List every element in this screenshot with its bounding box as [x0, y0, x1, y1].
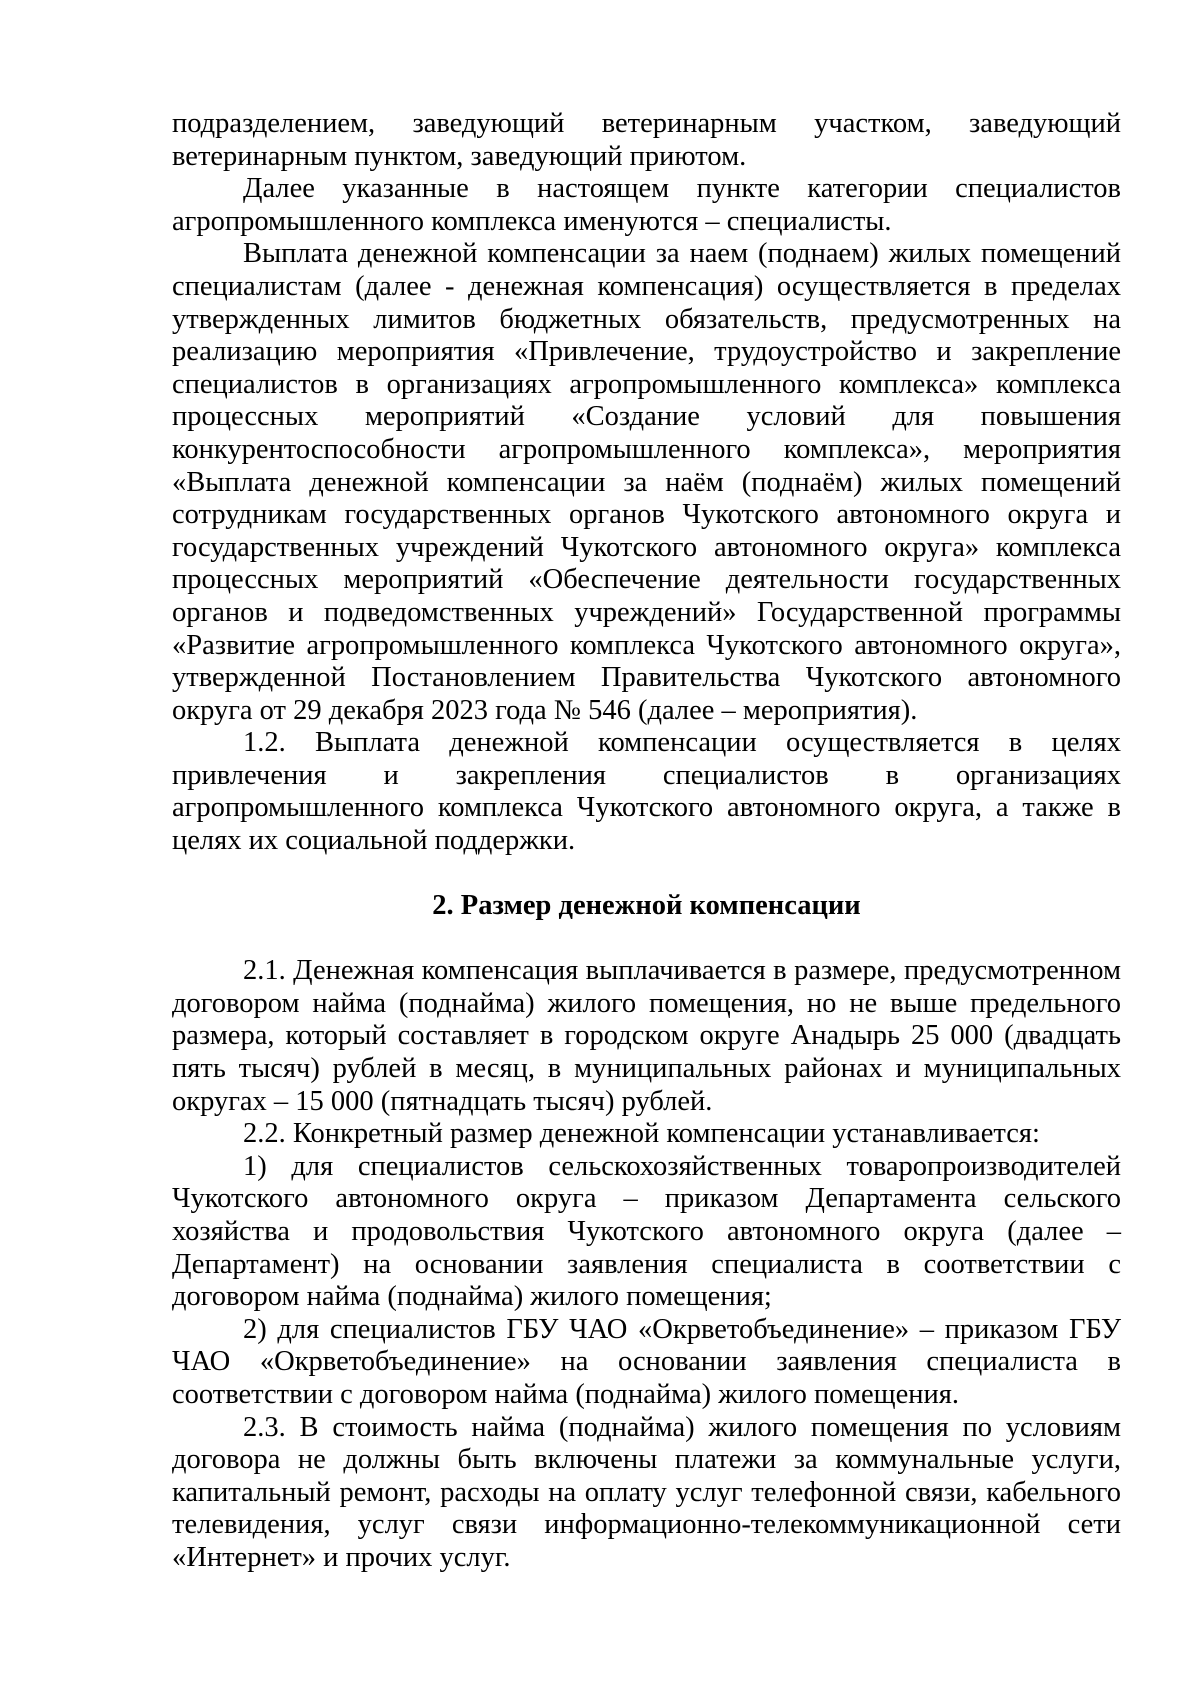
- paragraph-2-3: 2.3. В стоимость найма (поднайма) жилого помещения по условиям договора не должны быть включены платежи за коммунальные услуги, капитальный ремонт, расходы на оплату услуг телефонной связи, кабельного телевидения, услуг связи информационно-телекоммуникационной сети «Интернет» и прочих услуг.: [172, 1411, 1121, 1573]
- paragraph-2-2: 2.2. Конкретный размер денежной компенсации устанавливается:: [243, 1118, 1040, 1150]
- section-heading: 2. Размер денежной компенсации: [432, 889, 861, 921]
- paragraph-1-2: 1.2. Выплата денежной компенсации осуществляется в целях привлечения и закрепления специалистов в организациях агропромышленного комплекса Чукотского автономного округа, а также в целях их социальной поддержки.: [172, 727, 1121, 857]
- paragraph-compensation-limits: Выплата денежной компенсации за наем (поднаем) жилых помещений специалистам (далее - денежная компенсация) осуществляется в пределах утвержденных лимитов бюджетных обязательств, предусмотренных на реализацию мероприятия «Привлечение, трудоустройство и закрепление специалистов в организациях агропромышленного комплекса» комплекса процессных мероприятий «Создание условий для повышения конкурентоспособности агропромышленного комплекса», мероприятия «Выплата денежной компенсации за наём (поднаём) жилых помещений сотрудникам государственных органов Чукотского автономного округа и государственных учреждений Чукотского автономного округа» комплекса процессных мероприятий «Обеспечение деятельности государственных органов и подведомственных учреждений» Государственной программы «Развитие агропромышленного комплекса Чукотского автономного округа», утвержденной Постановлением Правительства Чукотского автономного округа от 29 декабря 2023 года № 546 (далее – мероприятия).: [172, 238, 1121, 726]
- paragraph-2-2-item-1: 1) для специалистов сельскохозяйственных товаропроизводителей Чукотского автономного округа – приказом Департамента сельского хозяйства и продовольствия Чукотского автономного округа (далее – Департамент) на основании заявления специалиста в соответствии с договором найма (поднайма) жилого помещения;: [172, 1150, 1121, 1313]
- paragraph-2-1: 2.1. Денежная компенсация выплачивается в размере, предусмотренном договором найма (поднайма) жилого помещения, но не выше предельного размера, который составляет в городском округе Анадырь 25 000 (двадцать пять тысяч) рублей в месяц, в муниципальных районах и муниципальных округах – 15 000 (пятнадцать тысяч) рублей.: [172, 955, 1121, 1117]
- paragraph-specialists-definition: Далее указанные в настоящем пункте категории специалистов агропромышленного комплекса именуются – специалисты.: [172, 173, 1121, 237]
- paragraph-continuation: подразделением, заведующий ветеринарным участком, заведующий ветеринарным пунктом, заведующий приютом.: [172, 108, 1121, 172]
- paragraph-2-2-item-2: 2) для специалистов ГБУ ЧАО «Окрветобъединение» – приказом ГБУ ЧАО «Окрветобъединение» на основании заявления специалиста в соответствии с договором найма (поднайма) жилого помещения.: [172, 1313, 1121, 1410]
- spacer: [172, 858, 1121, 890]
- spacer: [172, 922, 1121, 955]
- document-page: [172, 108, 1121, 1575]
